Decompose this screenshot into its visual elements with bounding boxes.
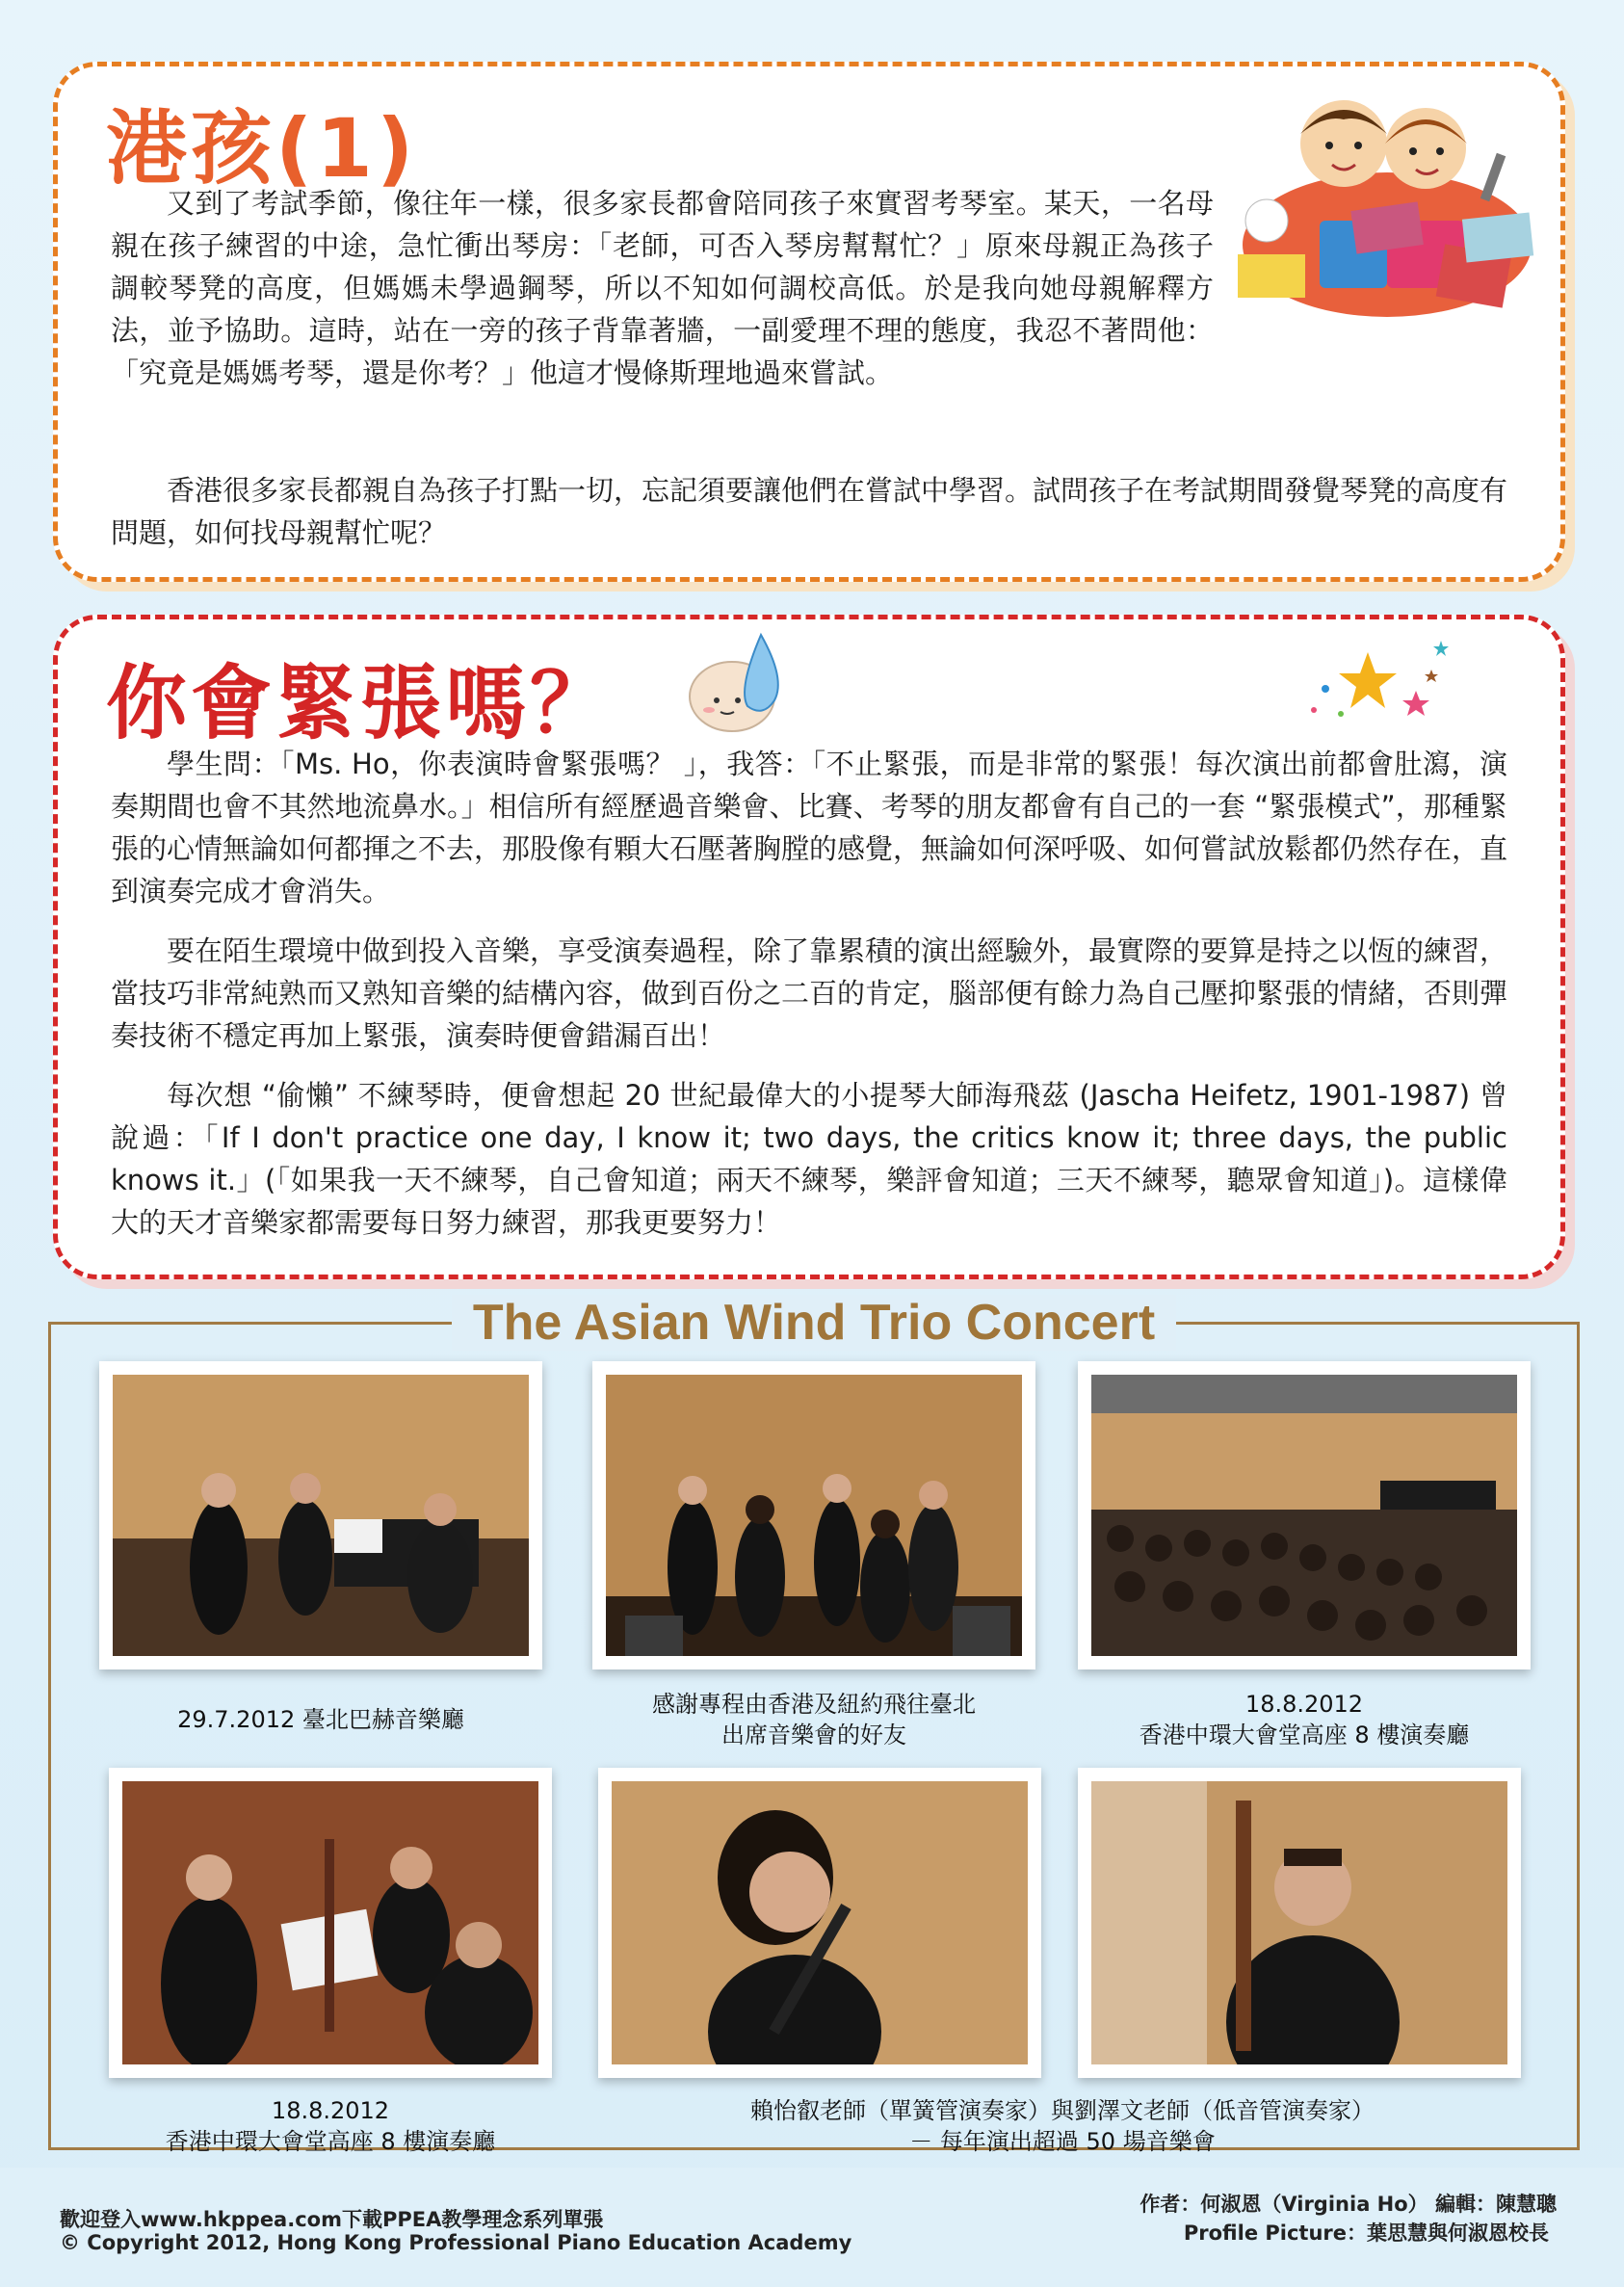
article-title: 你會緊張嗎？: [106, 656, 616, 750]
article-nervous: [53, 615, 1565, 1279]
author-credit: 作者：何淑恩（Virginia Ho） 編輯：陳慧聰: [1139, 2193, 1557, 2216]
caption-line: 賴怡叡老師（單簧管演奏家）與劉澤文老師（低音管演奏家）: [750, 2097, 1375, 2124]
concert-photo: [1078, 1361, 1531, 1669]
article-hk-kids: [53, 62, 1565, 582]
photo-audience-hall: [1091, 1375, 1517, 1656]
concert-photo: [592, 1361, 1035, 1669]
caption-line: 18.8.2012: [1244, 1691, 1364, 1718]
kids-reading-illustration: [1209, 76, 1536, 336]
paragraph: 學生問：「Ms. Ho，你表演時會緊張嗎？ 」，我答：「不止緊張，而是非常的緊張！每次演出前都會肚瀉，演奏期間也會不其然地流鼻水。」相信所有經歷過音樂會、比賽、考琴的朋友都會有自己的一套 “緊張模式”，那種緊張的心情無論如何都揮之不去，那股像有顆大石壓著胸膛的感覺，無論如何深呼吸、如何嘗試放鬆都仍然存在，直到演奏完成才會消失。: [111, 748, 1508, 907]
photo-caption: [592, 1689, 1035, 1750]
concert-photo-gallery: [48, 1295, 1580, 2155]
photo-trio-hong-kong: [122, 1781, 538, 2064]
page-footer: [0, 2168, 1624, 2287]
caption-line: － 每年演出超過 50 場音樂會: [909, 2128, 1216, 2155]
concert-photo: [598, 1768, 1041, 2078]
concert-photo: [109, 1768, 552, 2078]
paragraph: 又到了考試季節，像往年一樣，很多家長都會陪同孩子來實習考琴室。某天，一名母親在孩子練習的中途，急忙衝出琴房：「老師，可否入琴房幫幫忙？」原來母親正為孩子調較琴凳的高度，但媽媽未學過鋼琴，所以不知如何調校高低。於是我向她母親解釋方法，並予協助。這時，站在一旁的孩子背靠著牆，一副愛理不理的態度，我忍不著問他：「究竟是媽媽考琴，還是你考？」他這才慢條斯理地過來嘗試。: [111, 187, 1214, 389]
concert-photo: [99, 1361, 542, 1669]
article-title: 港孩(1): [106, 101, 418, 196]
photo-caption: 29.7.2012 臺北巴赫音樂廳: [177, 1706, 464, 1733]
photo-friends-on-stage: [606, 1375, 1022, 1656]
gallery-title: The Asian Wind Trio Concert: [51, 1294, 1577, 1352]
caption-line: 感謝專程由香港及紐約飛往臺北: [652, 1691, 976, 1718]
copyright-notice: © Copyright 2012, Hong Kong Professional Piano Education Academy: [60, 2231, 852, 2254]
sweat-drop-icon: [682, 631, 798, 737]
photo-caption: [629, 2095, 1496, 2157]
photo-clarinetist: [612, 1781, 1028, 2064]
paragraph: 香港很多家長都親自為孩子打點一切，忘記須要讓他們在嘗試中學習。試問孩子在考試期間發覺琴凳的高度有問題，如何找母親幫忙呢？: [111, 474, 1508, 549]
caption-line: 出席音樂會的好友: [721, 1722, 906, 1748]
paragraph: 每次想 “偷懶” 不練琴時，便會想起 20 世紀最偉大的小提琴大師海飛茲 (Jascha Heifetz, 1901-1987) 曾說過：「If I don't practice one day, I know it; two days, the critics know it; three days, the public knows it.」(「如果我一天不練琴，自己會知道；兩天不練琴，樂評會知道；三天不練琴，聽眾會知道」)。這樣偉大的天才音樂家都需要每日努力練習，那我更要努力！: [111, 1079, 1507, 1239]
caption-line: 18.8.2012: [271, 2097, 390, 2124]
photo-bassoonist: [1091, 1781, 1507, 2064]
website-notice: 歡迎登入www.hkppea.com下載PPEA教學理念系列單張: [60, 2208, 604, 2231]
photo-caption: [1078, 1689, 1531, 1750]
photo-credit: Profile Picture：葉思慧與何淑恩校長: [1183, 2221, 1549, 2245]
photo-caption: [109, 2095, 552, 2157]
photo-trio-stage-taipei: [113, 1375, 529, 1656]
stars-icon: [1271, 633, 1464, 739]
caption-line: 香港中環大會堂高座 8 樓演奏廳: [165, 2128, 496, 2155]
concert-photo: [1078, 1768, 1521, 2078]
paragraph: 要在陌生環境中做到投入音樂，享受演奏過程，除了靠累積的演出經驗外，最實際的要算是持之以恆的練習，當技巧非常純熟而又熟知音樂的結構內容，做到百份之二百的肯定，腦部便有餘力為自己壓抑緊張的情緒，否則彈奏技術不穩定再加上緊張，演奏時便會錯漏百出！: [111, 934, 1508, 1052]
caption-line: 香港中環大會堂高座 8 樓演奏廳: [1139, 1722, 1470, 1748]
